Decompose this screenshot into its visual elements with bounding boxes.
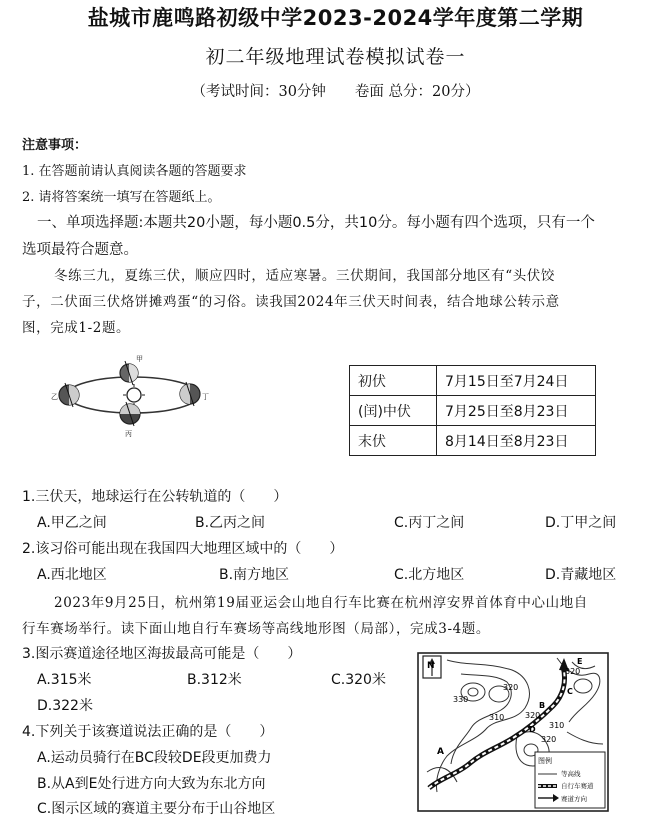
table-cell: 初伏 bbox=[350, 366, 437, 396]
section-1-line-2: 选项最符合题意。 bbox=[22, 242, 138, 258]
q3-option-b: B.312米 bbox=[187, 672, 242, 688]
table-cell: 8月14日至8月23日 bbox=[437, 426, 596, 456]
q3-option-d: D.322米 bbox=[37, 698, 93, 714]
point-label-d: D bbox=[529, 725, 536, 734]
legend-title: 图例 bbox=[538, 757, 552, 765]
point-label-e: E bbox=[577, 657, 583, 666]
legend-item-direction: 赛道方向 bbox=[561, 795, 587, 803]
q2-stem: 2.该习俗可能出现在我国四大地理区域中的（ ） bbox=[22, 541, 344, 557]
point-label-b: B bbox=[539, 701, 546, 710]
orbit-label-bottom: 丙 bbox=[125, 430, 132, 438]
north-label: N bbox=[427, 661, 435, 671]
passage-2-line-2: 行车赛场举行。读下面山地自行车赛场等高线地形图（局部），完成3-4题。 bbox=[22, 621, 490, 637]
exam-title: 初二年级地理试卷模拟试卷一 bbox=[205, 46, 466, 68]
passage-1-line-1: 冬练三九，夏练三伏，顺应四时，适应寒暑。三伏期间，我国部分地区有“头伏饺 bbox=[54, 268, 556, 284]
exam-info: （考试时间：30分钟 卷面 总分：20分） bbox=[191, 84, 480, 100]
orbit-label-right: 丁 bbox=[202, 393, 209, 401]
table-cell: 末伏 bbox=[350, 426, 437, 456]
note-item-2: 2. 请将答案统一填写在答题纸上。 bbox=[22, 190, 221, 205]
contour-label: 330 bbox=[453, 695, 469, 704]
q1-option-b: B.乙丙之间 bbox=[195, 515, 266, 531]
orbit-diagram bbox=[51, 355, 215, 445]
q2-option-c: C.北方地区 bbox=[394, 567, 465, 583]
table-cell: 7月15日至7月24日 bbox=[437, 366, 596, 396]
passage-2-line-1: 2023年9月25日，杭州第19届亚运会山地自行车比赛在杭州淳安界首体育中心山地自 bbox=[54, 595, 588, 611]
orbit-label-top: 甲 bbox=[136, 355, 143, 363]
table-row bbox=[350, 396, 596, 426]
earth-bottom-icon bbox=[120, 402, 140, 426]
q1-option-d: D.丁甲之间 bbox=[545, 515, 617, 531]
q2-option-a: A.西北地区 bbox=[37, 567, 107, 583]
contour-label: 320 bbox=[503, 683, 519, 692]
table-cell: (闰)中伏 bbox=[350, 396, 437, 426]
section-1-line-1: 一、单项选择题:本题共20小题，每小题0.5分，共10分。每小题有四个选项，只有一个 bbox=[37, 215, 595, 231]
q4-option-a: A.运动员骑行在BC段较DE段更加费力 bbox=[37, 750, 272, 766]
legend-item-track: 自行车赛道 bbox=[561, 782, 594, 790]
earth-right-icon bbox=[180, 382, 200, 406]
q1-option-c: C.丙丁之间 bbox=[394, 515, 465, 531]
q4-stem: 4.下列关于该赛道说法正确的是（ ） bbox=[22, 724, 274, 740]
contour-map bbox=[417, 652, 610, 812]
orbit-label-left: 乙 bbox=[51, 393, 58, 401]
table-row bbox=[350, 366, 596, 396]
q4-option-c: C.图示区域的赛道主要分布于山谷地区 bbox=[37, 801, 276, 817]
table-cell: 7月25日至8月23日 bbox=[437, 396, 596, 426]
q3-stem: 3.图示赛道途径地区海拔最高可能是（ ） bbox=[22, 646, 302, 662]
q1-stem: 1.三伏天，地球运行在公转轨道的（ ） bbox=[22, 489, 288, 505]
q3-option-c: C.320米 bbox=[331, 672, 386, 688]
table-row bbox=[350, 426, 596, 456]
contour-label: 320 bbox=[525, 711, 541, 720]
legend-item-contour: 等高线 bbox=[561, 770, 581, 778]
q2-option-b: B.南方地区 bbox=[219, 567, 290, 583]
point-label-c: C bbox=[567, 687, 573, 696]
earth-top-icon bbox=[120, 361, 138, 385]
sanfu-table bbox=[349, 365, 596, 456]
point-label-a: A bbox=[437, 747, 444, 757]
q4-option-b: B.从A到E处行进方向大致为东北方向 bbox=[37, 776, 266, 792]
q3-option-a: A.315米 bbox=[37, 672, 92, 688]
q1-option-a: A.甲乙之间 bbox=[37, 515, 107, 531]
passage-1-line-2: 子，二伏面三伏烙饼摊鸡蛋“的习俗。读我国2024年三伏天时间表，结合地球公转示意 bbox=[22, 294, 560, 310]
contour-label: 320 bbox=[541, 735, 557, 744]
q2-option-d: D.青藏地区 bbox=[545, 567, 617, 583]
contour-label: 310 bbox=[549, 721, 565, 730]
school-title: 盐城市鹿鸣路初级中学2023-2024学年度第二学期 bbox=[87, 6, 584, 30]
notes-heading: 注意事项： bbox=[22, 138, 88, 153]
passage-1-line-3: 图，完成1-2题。 bbox=[22, 320, 131, 336]
map-legend bbox=[535, 752, 605, 808]
note-item-1: 1. 在答题前请认真阅读各题的答题要求 bbox=[22, 164, 247, 179]
contour-label: 310 bbox=[489, 713, 505, 722]
contour-label: 320 bbox=[565, 667, 581, 676]
